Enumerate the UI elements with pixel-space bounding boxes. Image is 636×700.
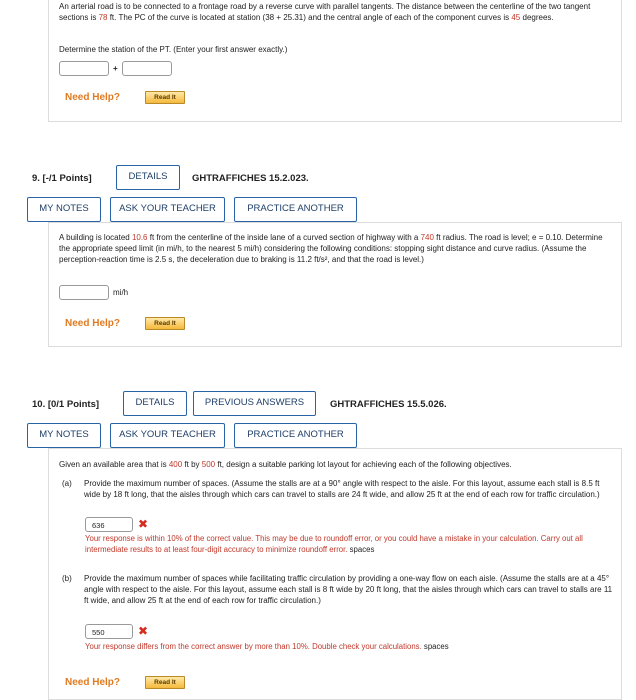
- speed-unit: mi/h: [113, 288, 129, 297]
- part-b-text: Provide the maximum number of spaces while facilitating traffic circulation by providing a one-way flow on each aisle. (Assume the stalls are at a 45° angle with respect to the aisle. For this layout, assume each stall is 8 ft wide by 20 ft long, that the aisles through which cars can travel to stalls are 11 ft wide, and allow 25 ft at the end of each row for traffic circulation.): [84, 574, 613, 605]
- wrong-icon: ✖: [138, 517, 149, 531]
- ask-teacher-button[interactable]: ASK YOUR TEACHER: [110, 423, 225, 448]
- wrong-icon: ✖: [138, 624, 149, 638]
- question-8-text: An arterial road is to be connected to a frontage road by a reverse curve with parallel tangents. The distance between the centerline of the two tangent sections is 78 ft. The PC of the curve is located at station (38 + 25.31) and the central angle of each of the component curves is 45 degrees.: [59, 2, 591, 22]
- area-width-value: 400: [168, 460, 183, 469]
- angle-value: 45: [511, 13, 521, 22]
- my-notes-button[interactable]: MY NOTES: [27, 423, 101, 448]
- station-minor-input[interactable]: [122, 61, 172, 76]
- plus-sign: +: [113, 64, 118, 73]
- question-8-panel: [48, 0, 622, 122]
- part-a-answer-input[interactable]: 636: [85, 517, 133, 532]
- my-notes-button[interactable]: MY NOTES: [27, 197, 101, 222]
- part-a-label: (a): [62, 479, 72, 488]
- practice-another-button[interactable]: PRACTICE ANOTHER: [234, 197, 357, 222]
- question-9-header: 9. [-/1 Points]: [32, 173, 92, 184]
- previous-answers-button[interactable]: PREVIOUS ANSWERS: [193, 391, 316, 416]
- station-major-input[interactable]: [59, 61, 109, 76]
- need-help-label: Need Help?: [65, 92, 121, 103]
- read-it-button[interactable]: Read It: [145, 676, 185, 689]
- question-9-text: A building is located 10.6 ft from the centerline of the inside lane of a curved section of highway with a 740 ft radius. The road is level; e = 0.10. Determine the appropriate speed limit (in mi/h, to the nearest 5 mi/h) considering the following conditions: stopping sight distance and curve radius. (Assume the perception-reaction time is 2.5 s, the deceleration due to braking is 11.2 ft/s², and that the road is level.): [59, 233, 603, 264]
- part-a-feedback: Your response is within 10% of the correct value. This may be due to roundoff error, or you could have a mistake in your calculation. Carry out all intermediate results to at least four-digit accuracy to minimize roundoff error. spaces: [85, 534, 583, 554]
- question-9-panel: [48, 222, 622, 347]
- distance-value: 78: [98, 13, 108, 22]
- read-it-button[interactable]: Read It: [145, 317, 185, 330]
- question-10-panel: [48, 448, 622, 700]
- question-10-code: GHTRAFFICHES 15.5.026.: [330, 399, 447, 410]
- ask-teacher-button[interactable]: ASK YOUR TEACHER: [110, 197, 225, 222]
- part-b-feedback: Your response differs from the correct answer by more than 10%. Double check your calculations. spaces: [85, 642, 449, 651]
- building-distance-value: 10.6: [131, 233, 148, 242]
- question-9-code: GHTRAFFICHES 15.2.023.: [192, 173, 309, 184]
- part-a-unit: spaces: [349, 545, 375, 554]
- practice-another-button[interactable]: PRACTICE ANOTHER: [234, 423, 357, 448]
- read-it-button[interactable]: Read It: [145, 91, 185, 104]
- part-b-unit: spaces: [423, 642, 449, 651]
- area-length-value: 500: [201, 460, 216, 469]
- part-b-answer-input[interactable]: 550: [85, 624, 133, 639]
- details-button[interactable]: DETAILS: [116, 165, 180, 190]
- details-button[interactable]: DETAILS: [123, 391, 187, 416]
- part-a-text: Provide the maximum number of spaces. (Assume the stalls are at a 90° angle with respect to the aisle. For this layout, assume each stall is 8.5 ft wide by 18 ft long, that the aisles through which cars can travel to stalls are 24 ft wide, and allow 25 ft at the end of each row for traffic circulation.): [84, 479, 600, 499]
- speed-limit-input[interactable]: [59, 285, 109, 300]
- need-help-label: Need Help?: [65, 677, 121, 688]
- need-help-label: Need Help?: [65, 318, 121, 329]
- question-8-prompt: Determine the station of the PT. (Enter your first answer exactly.): [59, 45, 288, 54]
- question-10-intro: Given an available area that is 400 ft by 500 ft, design a suitable parking lot layout for achieving each of the following objectives.: [59, 460, 512, 469]
- part-b-label: (b): [62, 574, 72, 583]
- radius-value: 740: [420, 233, 434, 242]
- question-10-header: 10. [0/1 Points]: [32, 399, 100, 410]
